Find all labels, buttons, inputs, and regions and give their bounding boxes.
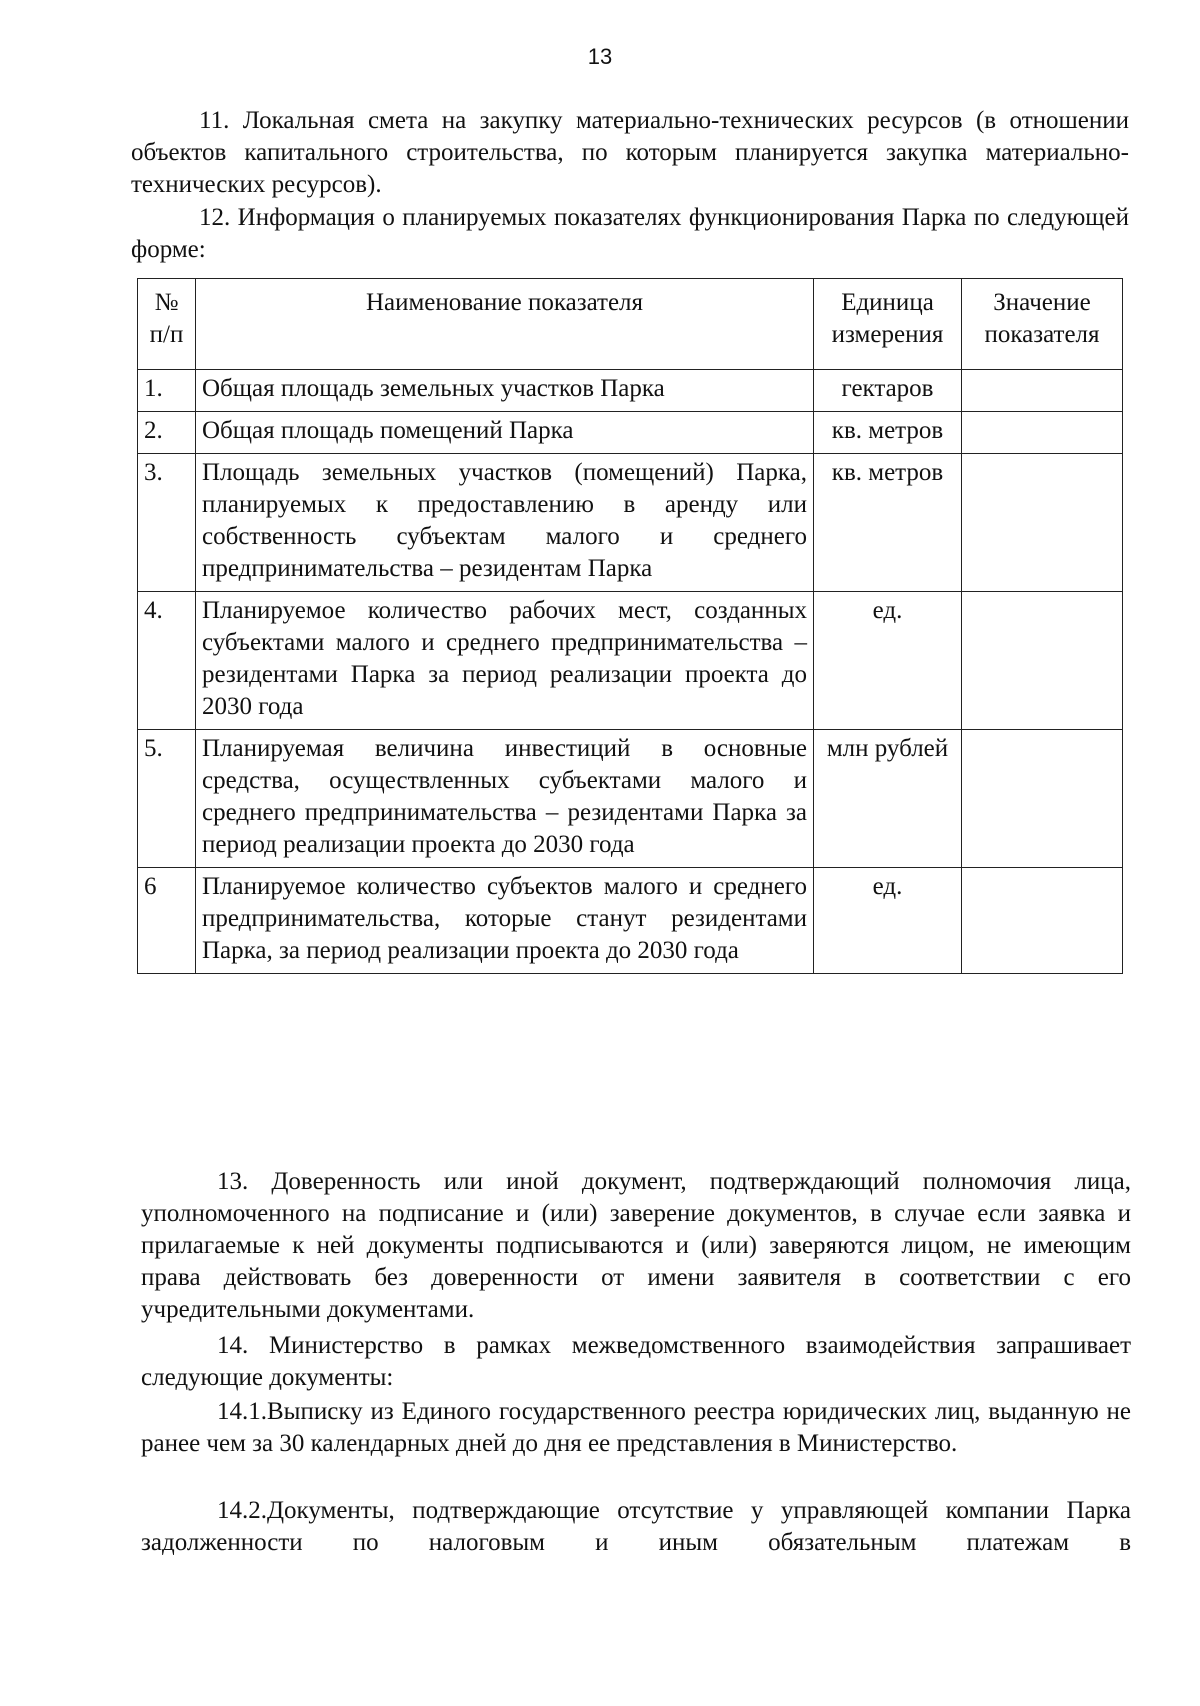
row-number: 5.	[138, 730, 196, 868]
table-row	[138, 730, 1123, 868]
row-number: 3.	[138, 454, 196, 592]
paragraph-11: 11. Локальная смета на закупку материально-технических ресурсов (в отношении объектов капитального строительства, по которым планируется закупка материально-технических ресурсов).	[131, 107, 1129, 198]
row-indicator-name: Общая площадь земельных участков Парка	[196, 370, 814, 412]
table-row	[138, 370, 1123, 412]
row-value	[962, 592, 1123, 730]
row-indicator-name: Планируемая величина инвестиций в основные средства, осуществленных субъектами малого и среднего предпринимательства – резидентами Парка за период реализации проекта до 2030 года	[196, 730, 814, 868]
header-unit: Единица измерения	[814, 279, 962, 370]
row-value	[962, 454, 1123, 592]
table-row	[138, 868, 1123, 974]
row-unit: ед.	[814, 592, 962, 730]
row-number: 4.	[138, 592, 196, 730]
table-row	[138, 412, 1123, 454]
row-unit: гектаров	[814, 370, 962, 412]
table-row	[138, 454, 1123, 592]
row-number: 1.	[138, 370, 196, 412]
row-unit: млн рублей	[814, 730, 962, 868]
row-number: 2.	[138, 412, 196, 454]
header-indicator-name: Наименование показателя	[196, 279, 814, 370]
row-unit: кв. метров	[814, 454, 962, 592]
row-value	[962, 370, 1123, 412]
indicators-table	[137, 278, 1123, 974]
row-indicator-name: Площадь земельных участков (помещений) Парка, планируемых к предоставлению в аренду или собственность субъектам малого и среднего предпринимательства – резидентам Парка	[196, 454, 814, 592]
row-indicator-name: Планируемое количество субъектов малого и среднего предпринимательства, которые станут резидентами Парка, за период реализации проекта до 2030 года	[196, 868, 814, 974]
header-value: Значение показателя	[962, 279, 1123, 370]
page-number: 13	[587, 44, 613, 69]
paragraph-14: 14. Министерство в рамках межведомственного взаимодействия запрашивает следующие документы:	[141, 1332, 1131, 1391]
row-value	[962, 412, 1123, 454]
table-row	[138, 592, 1123, 730]
paragraph-12: 12. Информация о планируемых показателях функционирования Парка по следующей форме:	[131, 204, 1129, 263]
paragraph-13: 13. Доверенность или иной документ, подтверждающий полномочия лица, уполномоченного на подписание и (или) заверение документов, в случае если заявка и прилагаемые к ней документы подписываются и (или) заверяются лицом, не имеющим права действовать без доверенности от имени заявителя в соответствии с его учредительными документами.	[141, 1168, 1131, 1323]
paragraph-14-2: 14.2.Документы, подтверждающие отсутствие у управляющей компании Парка задолженности по налоговым и иным обязательным платежам в	[141, 1497, 1131, 1556]
row-value	[962, 730, 1123, 868]
row-value	[962, 868, 1123, 974]
header-number: № п/п	[138, 279, 196, 370]
row-unit: ед.	[814, 868, 962, 974]
table-header-row	[138, 279, 1123, 370]
row-indicator-name: Общая площадь помещений Парка	[196, 412, 814, 454]
paragraph-14-1: 14.1.Выписку из Единого государственного реестра юридических лиц, выданную не ранее чем за 30 календарных дней до дня ее представления в Министерство.	[141, 1398, 1131, 1457]
row-number: 6	[138, 868, 196, 974]
row-unit: кв. метров	[814, 412, 962, 454]
row-indicator-name: Планируемое количество рабочих мест, созданных субъектами малого и среднего предпринимательства – резидентами Парка за период реализации проекта до 2030 года	[196, 592, 814, 730]
